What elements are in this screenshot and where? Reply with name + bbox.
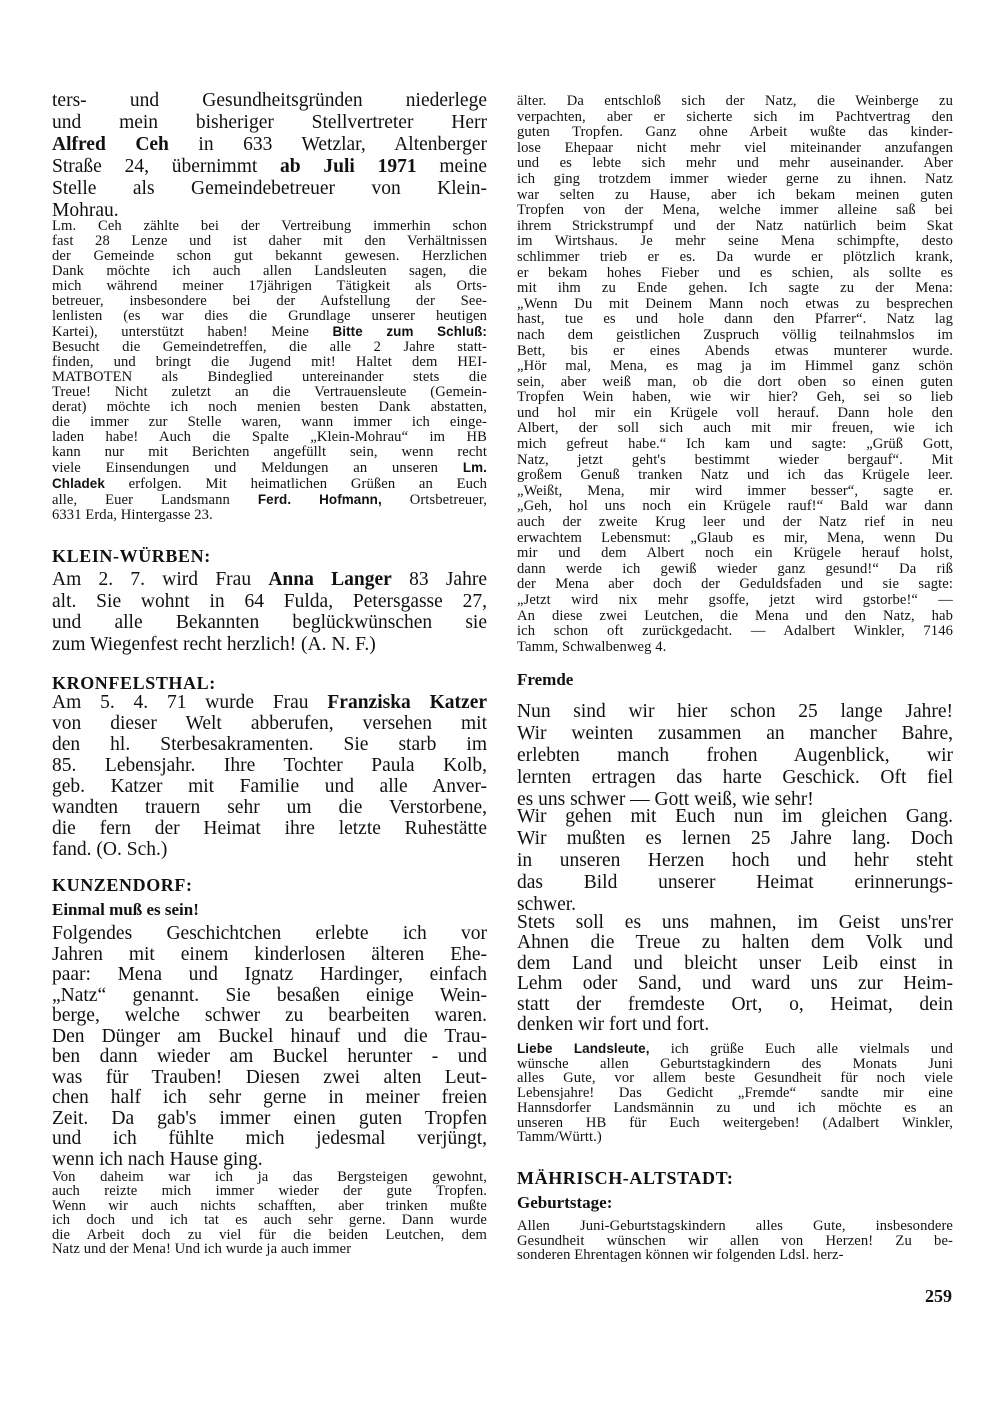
story-cont [517,94,953,655]
text-line [517,546,953,562]
text-line [517,609,953,625]
text: Besucht die Gemeindetreffen, die alle 2 Jahre statt- [52,339,487,355]
text-line [52,1068,487,1089]
text-line [517,421,953,437]
text-line [52,294,487,309]
text-line [52,569,487,591]
text-line [517,1057,953,1072]
text-line [517,390,953,406]
text-line [517,375,953,391]
text-line [52,370,487,385]
text: geb. Katzer mit Familie und alle Anver- [52,776,487,797]
kunzendorf-heading: KUNZENDORF: [52,875,193,895]
text-line [52,1150,487,1171]
text-line [517,974,953,994]
text-line [52,1129,487,1150]
text-line [517,767,953,789]
text: das Bild unserer Heimat erinnerungs- [517,872,953,893]
text-line [517,1116,953,1131]
text: sonderen Ehrentagen können wir folgenden Ldsl. herz- [517,1247,844,1263]
text: wünsche allen Geburtstagkindern des Monats Juni [517,1055,953,1072]
text: die fern der Heimat ihre letzte Ruhestätte [52,818,487,839]
text: Dank möchte ich auch allen Landsleuten sagen, die [52,263,487,279]
text-line [517,499,953,515]
text-line [52,612,487,634]
bold-emphasis: Ferd. Hofmann, [257,492,382,507]
text: alles Gute, vor allem beste Gesundheit für noch viele [517,1070,953,1087]
text-line [517,624,953,640]
text-line [52,178,487,200]
text: ich schon oft zurückgedacht. — Adalbert Winkler, 7146 [517,623,953,640]
text: was für Trauben! Diesen zwei alten Leut- [52,1066,487,1088]
kronfelsthal [52,692,487,860]
kronfelsthal-heading: KRONFELSTHAL: [52,673,216,693]
text: Den Dünger am Buckel hinauf und die Trau- [52,1025,487,1047]
text-line [52,279,487,294]
fremde-stanza2 [517,806,953,916]
text-line [52,134,487,156]
text: schwer. [517,894,577,915]
text-line [517,850,953,872]
text: erfolgen. Mit heimatlichen Grüßen an Euch [104,476,487,492]
text-line [517,234,953,250]
text-line [52,324,487,340]
text-line [52,476,487,492]
text-line [52,713,487,734]
text: mit ihm zu Ende gehen. Ich sagte zu der Mena: [517,280,953,297]
text-line [517,172,953,188]
text-line [52,508,487,523]
text-line [517,954,953,974]
text: Straße 24, übernimmt [52,156,281,177]
text: unseren HB für Euch weitergeben! (Adalbert Winkler, [517,1114,953,1131]
text-line [52,1228,487,1242]
text: Natz und der Mena! Und ich wurde ja auch immer [52,1241,352,1258]
bold-name: Franziska Katzer [327,692,488,713]
text: mich gefreut habe.“ Ich kam und sagte: „Grüß Gott, [517,436,953,453]
text: laden habe! Auch die Spalte „Klein-Mohrau“ im HB [52,429,487,445]
text: die immer zur Stelle waren, wann immer ich einge- [52,414,487,430]
text: und mein bisheriger Stellvertreter Herr [52,112,487,133]
bold-name: Alfred Ceh [52,134,169,155]
text-line [517,913,953,933]
text: „Weißt, Mena, mir wird immer besser“, sagte er. [517,482,953,499]
text-line [517,1130,953,1145]
text-line [517,312,953,328]
text: Zeit. Da gab's immer einen guten Tropfen [52,1107,487,1129]
text: Hannsdorfer Landsmännin zu und ich möchte es an [517,1099,953,1116]
text: chen half ich sehr gerne in meiner freien [52,1087,487,1108]
text: lenlisten (es war dies die Grundlage unserer heutigen [52,308,487,324]
fremde-stanza3 [517,913,953,1035]
text: Natz, jetzt geht's bestimmt wieder bergauf“. Mit [517,451,953,468]
text: Mohrau. [52,200,119,221]
text: „Hör mal, Mena, es mag ja im Himmel ganz schön [517,358,953,375]
text: war selten zu Hause, aber ich bekam meinen guten [517,186,953,203]
text: fast 28 Lenze und ist daher mit den Verhältnissen [52,233,487,249]
text: Bett, bis er eines Abends etwas munterer wurde. [517,342,953,359]
text: Stelle als Gemeindebetreuer von Klein- [52,178,487,199]
text: den hl. Sterbesakramenten. Sie starb im [52,734,487,755]
text-line [517,110,953,126]
text-line [52,415,487,430]
text: Albert, der soll sich auch mit mir freuen, wie ich [517,420,953,437]
text: mich während meiner 17jährigen Tätigkeit als Orts- [52,278,487,294]
text-line [517,640,953,656]
text-line [517,328,953,344]
text: ters- und Gesundheitsgründen niederlege [52,90,487,111]
text-line [517,1042,953,1057]
text-line [517,1101,953,1116]
text-line [52,430,487,445]
text: Tamm, Schwalbenweg 4. [517,638,667,655]
text: lose Ehepaar nicht mehr viel miteinander anzufangen [517,139,953,156]
text-line [52,1213,487,1227]
kunzendorf-small [52,1170,487,1256]
text-line [52,90,487,112]
text: dem Land und bleicht unser Leib einst in [517,952,953,974]
text: An diese zwei Leutchen, die Mena und den Natz, hab [517,607,953,624]
bold-emphasis: Liebe Landsleute, [517,1041,650,1056]
text: auch der zweite Krug leer und der Natz rief in neu [517,514,953,531]
text: Ahnen die Treue zu halten dem Volk und [517,932,953,954]
text: Wir mußten es lernen 25 Jahre lang. Doch [517,828,953,849]
text-line [517,297,953,313]
text: erwachtem Lebensmut: „Glaub es mir, Mena, wenn Du [517,529,953,546]
text: zum Wiegenfest recht herzlich! (A. N. F.) [52,634,376,656]
text: ich grüße Euch alle vielmals und [649,1041,953,1057]
text-line [52,492,487,508]
text: der Gemeinde schon gut bekannt gewesen. Herzlichen [52,248,487,264]
text: denken wir fort und fort. [517,1014,710,1036]
text: und ich fühlte mich jedesmal verjüngt, [52,1128,487,1149]
text: guten Tropfen. Ganz ohne Arbeit wußte das kinder- [517,124,953,141]
text: großem Genuß tranken Natz und ich das Krügele leer. [517,467,953,484]
text: nach dem geistlichen Zuspruch völlig teilnahmslos im [517,326,953,343]
text-line [517,531,953,547]
text: betreuer, insbesondere bei der Aufstellung der See- [52,293,487,309]
text-line [52,400,487,415]
text-line [517,468,953,484]
text: in unseren Herzen hoch und hehr steht [517,850,953,871]
text-line [52,755,487,776]
bold-emphasis: Chladek [52,476,105,491]
text-line [52,385,487,400]
text: „Jetzt wird nix mehr gsoffe, jetzt wird gstorbe!“ — [517,592,953,608]
text: Tropfen von der Mena, welche immer alleine saß bei [517,202,953,219]
text-line [52,340,487,355]
text: „Wenn Du mit Deinem Mann noch etwas zu besprechen [517,295,953,312]
text: dann werde ich gewiß wieder ganz gesund!“ Da riß [517,560,953,577]
text: 6331 Erda, Hintergasse 23. [52,507,213,523]
text: „Natz“ genannt. Sie besaßen einige Wein- [52,984,487,1006]
bold-emphasis: Bitte zum Schluß: [332,324,487,339]
text-line [517,562,953,578]
text-line [517,1071,953,1086]
fremde-stanza1 [517,701,953,811]
text: finden, und bringt die Jugend mit! Haltet dem HEI- [52,354,487,370]
text: hast, tue es und hole dann den Pfarrer“. Natz lag [517,311,953,328]
bold-name: Anna Langer [268,569,392,590]
text: wandten trauern sehr um die Verstorbene, [52,797,487,818]
text: von dieser Welt abberufen, versehen mit [52,713,487,734]
text: und alle Bekannten beglückwünschen sie [52,612,487,634]
text-line [517,701,953,723]
text-line [517,188,953,204]
text-line [52,797,487,818]
text: Lebensjahre! Das Gedicht „Fremde“ sandte mir eine [517,1085,953,1102]
text: mir und dem Albert noch ein Krügele herauf holst, [517,545,953,562]
text-line [517,872,953,894]
text: MATBOTEN als Bindeglied untereinander stets die [52,369,487,385]
text-line [52,945,487,966]
text-line [52,460,487,476]
text: meine [416,156,487,177]
maehrisch-heading: MÄHRISCH-ALTSTADT: [517,1168,734,1188]
text-line [52,1006,487,1027]
text: Von daheim war ich ja das Bergsteigen gewohnt, [52,1169,487,1185]
text: viele Einsendungen und Meldungen an unseren [52,460,463,476]
text-line [517,141,953,157]
text-line [517,359,953,375]
text: Tamm/Württ.) [517,1129,602,1146]
text-line [52,776,487,797]
text: wenn ich nach Hause ging. [52,1148,263,1170]
text-line [517,453,953,469]
klein-wuerben-heading: KLEIN-WÜRBEN: [52,546,211,566]
text-line [52,924,487,945]
text-line [52,965,487,986]
text: Ortsbetreuer, [381,492,487,508]
fremde-heading: Fremde [517,670,574,689]
text: alt. Sie wohnt in 64 Fulda, Petersgasse 27, [52,590,487,612]
text-line [517,156,953,172]
text: Nun sind wir hier schon 25 lange Jahre! [517,701,953,722]
text: lernten ertragen das harte Geschick. Oft fiel [517,767,953,788]
maehrisch-subheading: Geburtstage: [517,1193,613,1212]
text-line [517,1086,953,1101]
text: berge, welche schwer zu bearbeiten waren. [52,1005,487,1026]
text: Gesundheit wünschen wir allen von Herzen! Zu be- [517,1232,953,1249]
text-line [517,745,953,767]
text: Wenn wir auch nichts schafften, aber trinken mußte [52,1197,487,1214]
text-line [517,125,953,141]
text-line [52,1109,487,1130]
text: verpachten, aber er sicherte sich im Pachtvertrag den [517,108,953,125]
text-line [52,1027,487,1048]
text: ich doch und ich tat es auch sehr gerne. Dann wurde [52,1212,487,1229]
text: ben dann wieder am Buckel herunter - und [52,1046,487,1067]
text: der Mena aber doch der Geduldsfaden und sie sagte: [517,576,953,593]
text: derat) möchte ich noch menien besten Dank abstatten, [52,399,487,415]
text-line [517,1219,953,1234]
text: auch reizte mich immer wieder der gute Tropfen. [52,1183,487,1200]
intro-small [52,219,487,523]
text: statt der fremdeste Ort, o, Heimat, dein [517,993,953,1015]
text: Folgendes Geschichtchen erlebte ich vor [52,923,487,944]
text: Jahren mit einem kinderlosen älteren Ehe- [52,943,487,965]
text: Wir weinten zusammen an mancher Bahre, [517,723,953,744]
kunzendorf-large [52,924,487,1170]
text-line [52,634,487,656]
text: ich ging trotzdem immer wieder gerne zu ihnen. Natz [517,170,953,187]
text-line [52,156,487,178]
text-line [52,112,487,134]
text-line [517,828,953,850]
text-line [52,1170,487,1184]
text: Allen Juni-Geburtstagskindern alles Gute, insbesondere [517,1218,953,1234]
text: es uns schwer — Gott weiß, wie sehr! [517,789,814,810]
text: und es lebte sich mehr und mehr auseinander. Aber [517,155,953,172]
text: sein, aber weiß man, ob die dort oben so einen guten [517,373,953,390]
text-line [52,1184,487,1198]
text: paar: Mena und Ignatz Hardinger, einfach [52,964,487,985]
text-line [517,281,953,297]
text-line [517,1015,953,1035]
text: Stets soll es uns mahnen, im Geist uns'rer [517,912,953,933]
text: Kartei), unterstützt haben! Meine [52,324,333,340]
text-line [52,249,487,264]
klein-wuerben [52,569,487,656]
text: kann nur mit Berichten angefüllt sein, wenn recht [52,444,487,460]
text-line [517,94,953,110]
text-line [517,406,953,422]
kunzendorf-subheading: Einmal muß es sein! [52,900,199,919]
bold-emphasis: Lm. [462,460,487,475]
text-line [52,355,487,370]
text: älter. Da entschloß sich der Natz, die Weinberge zu [517,93,953,109]
text: 83 Jahre [391,569,487,590]
text: Lm. Ceh zählte bei der Vertreibung immerhin schon [52,218,487,234]
intro-large [52,90,487,222]
text-line [517,1234,953,1249]
text-line [52,1088,487,1109]
text-line [517,437,953,453]
bold-name: ab Juli 1971 [280,156,417,177]
text: er bekam hohes Fieber und es schien, als sollte es [517,264,953,281]
text-line [52,264,487,279]
text: erlebten manch frohen Augenblick, wir [517,745,953,766]
text-line [52,986,487,1007]
text-line [52,445,487,460]
text-line [517,203,953,219]
text-line [52,1047,487,1068]
text-line [52,1242,487,1256]
text-line [517,344,953,360]
maehrisch [517,1219,953,1263]
text-line [52,839,487,860]
text-line [517,806,953,828]
text-line [52,219,487,234]
text: Wir gehen mit Euch nun im gleichen Gang. [517,806,953,827]
text-line [52,734,487,755]
text: Am 5. 4. 71 wurde Frau [52,692,328,713]
text-line [517,250,953,266]
text-line [517,266,953,282]
text: Lehm oder Sand, und ward uns zur Heim- [517,973,953,995]
text: „Geh, hol uns noch ein Krügele rauf!“ Bald war dann [517,498,953,515]
text-line [517,515,953,531]
text: Tropfen Wein haben, wie wir hier? Geh, sei so lieb [517,389,953,406]
text-line [52,309,487,324]
text-line [517,219,953,235]
text: in 633 Wetzlar, Altenberger [168,134,487,155]
text-line [517,593,953,609]
text-line [52,591,487,613]
page-number: 259 [925,1286,952,1306]
text: ihrem Strickstrumpf und der Natz natürlich beim Skat [517,217,953,234]
text: im Wirtshaus. Je mehr seine Mena schimpfte, desto [517,233,953,250]
text-line [52,818,487,839]
text-line [52,234,487,249]
text: alle, Euer Landsmann [52,492,258,508]
text: schlimmer trieb er es. Da wurde er plötzlich krank, [517,248,953,265]
text: Am 2. 7. wird Frau [52,569,269,590]
text-line [517,484,953,500]
text: fand. (O. Sch.) [52,839,168,860]
text: die Arbeit doch zu viel für die beiden Leutchen, dem [52,1226,487,1243]
text-line [517,723,953,745]
greeting [517,1042,953,1145]
text: und hol mir ein Krügele voll herauf. Dann hole den [517,404,953,421]
text-line [517,995,953,1015]
text-line [52,692,487,713]
text: 85. Lebensjahr. Ihre Tochter Paula Kolb, [52,755,487,776]
text-line [517,933,953,953]
text-line [52,1199,487,1213]
text-line [517,577,953,593]
text: Treue! Nicht zuletzt an die Vertrauensleute (Gemein- [52,384,487,400]
text-line [517,1248,953,1263]
